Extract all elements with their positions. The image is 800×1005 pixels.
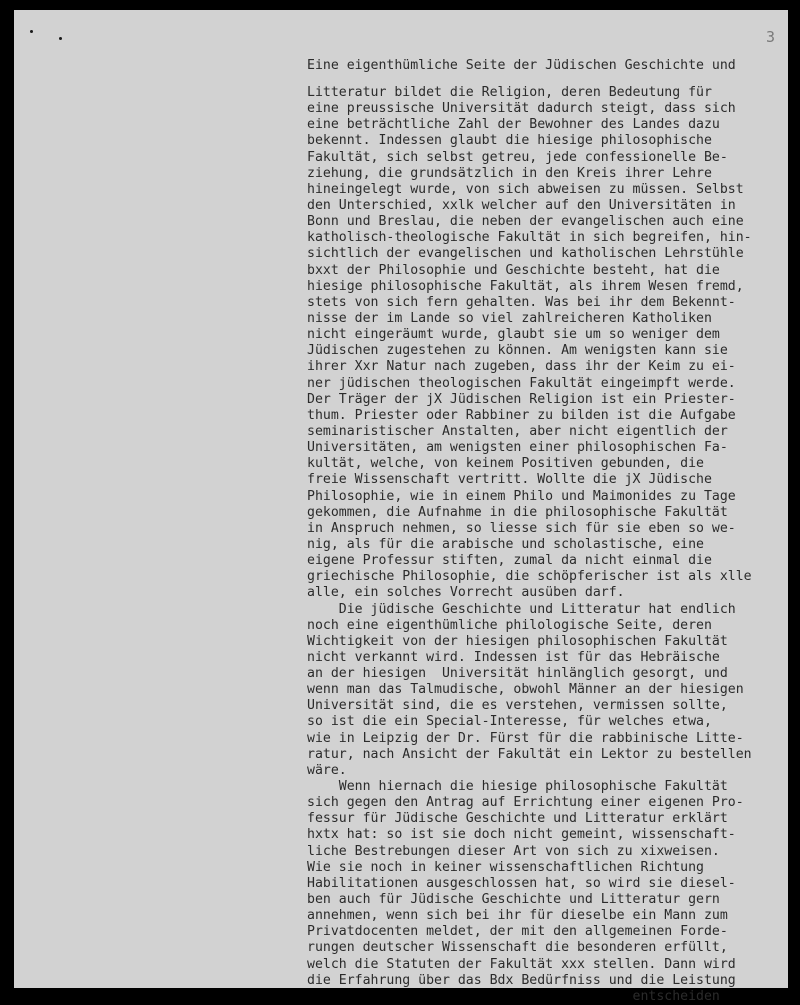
- text-line: freie Wissenschaft vertritt. Wollte die jX Jüdische: [307, 472, 712, 488]
- text-line: sich gegen den Antrag auf Errichtung einer eigenen Pro-: [307, 795, 744, 811]
- text-line: wenn man das Talmudische, obwohl Männer an der hiesigen: [307, 682, 744, 698]
- text-line: eigene Professur stiften, zumal da nicht einmal die: [307, 553, 712, 569]
- text-line: welch die Statuten der Fakultät xxx stellen. Dann wird: [307, 956, 736, 972]
- text-line: alle, ein solches Vorrecht ausüben darf.: [307, 585, 625, 601]
- margin-dot-mark: [59, 37, 62, 40]
- text-line: den Unterschied, xxlk welcher auf den Universitäten in: [307, 197, 736, 213]
- text-line: hineingelegt wurde, von sich abweisen zu müssen. Selbst: [307, 181, 744, 197]
- text-line: Universitäten, am wenigsten einer philosophischen Fa-: [307, 440, 728, 456]
- text-line: fessur für Jüdische Geschichte und Litteratur erklärt: [307, 811, 728, 827]
- text-line: Eine eigenthümliche Seite der Jüdischen Geschichte und: [307, 58, 736, 73]
- text-line: Wenn hiernach die hiesige philosophische Fakultät: [307, 779, 728, 795]
- text-line: Universität sind, die es verstehen, vermissen sollte,: [307, 698, 728, 714]
- text-line: Der Träger der jX Jüdischen Religion ist ein Priester-: [307, 391, 736, 407]
- text-line: sichtlich der evangelischen und katholischen Lehrstühle: [307, 246, 744, 262]
- text-line: nicht eingeräumt wurde, glaubt sie um so weniger dem: [307, 327, 720, 343]
- text-line: an der hiesigen Universität hinlänglich gesorgt, und: [307, 666, 728, 682]
- text-line: nicht verkannt wird. Indessen ist für das Hebräische: [307, 649, 720, 665]
- text-line: eine preussische Universität dadurch steigt, dass sich: [307, 101, 736, 117]
- text-line: liche Bestrebungen dieser Art von sich zu xixweisen.: [307, 843, 720, 859]
- text-line: ner jüdischen theologischen Fakultät eingeimpft werde.: [307, 375, 736, 391]
- text-line: stets von sich fern gehalten. Was bei ihr dem Bekennt-: [307, 294, 736, 310]
- text-line: ratur, nach Ansicht der Fakultät ein Lektor zu bestellen: [307, 746, 752, 762]
- text-line: Wie sie noch in keiner wissenschaftlichen Richtung: [307, 859, 704, 875]
- text-line: Jüdischen zugestehen zu können. Am wenigsten kann sie: [307, 343, 728, 359]
- text-line: ihrer Xxr Natur nach zugeben, dass ihr der Keim zu ei-: [307, 359, 736, 375]
- text-line: eine beträchtliche Zahl der Bewohner des Landes dazu: [307, 117, 720, 133]
- text-line: Habilitationen ausgeschlossen hat, so wird sie diesel-: [307, 875, 736, 891]
- text-line: Privatdocenten meldet, der mit den allgemeinen Forde-: [307, 924, 728, 940]
- text-line: die Erfahrung über das Bdx Bedürfniss und die Leistung: [307, 972, 736, 988]
- text-line: rungen deutscher Wissenschaft die besonderen erfüllt,: [307, 940, 728, 956]
- body-text: [307, 55, 787, 1005]
- text-line: seminaristischer Anstalten, aber nicht eigentlich der: [307, 423, 728, 439]
- text-line: Philosophie, wie in einem Philo und Maimonides zu Tage: [307, 488, 736, 504]
- text-line: nisse der im Lande so viel zahlreicheren Katholiken: [307, 310, 712, 326]
- text-line: gekommen, die Aufnahme in die philosophische Fakultät: [307, 504, 728, 520]
- text-line: kultät, welche, von keinem Positiven gebunden, die: [307, 456, 704, 472]
- text-line: noch eine eigenthümliche philologische Seite, deren: [307, 617, 712, 633]
- text-line: Die jüdische Geschichte und Litteratur hat endlich: [307, 601, 736, 617]
- text-line: bekennt. Indessen glaubt die hiesige philosophische: [307, 133, 712, 149]
- text-line: thum. Priester oder Rabbiner zu bilden ist die Aufgabe: [307, 407, 736, 423]
- text-line: griechische Philosophie, die schöpferischer ist als xlle: [307, 569, 752, 585]
- text-line: in Anspruch nehmen, so liesse sich für sie eben so we-: [307, 520, 736, 536]
- text-line: nig, als für die arabische und scholastische, eine: [307, 536, 704, 552]
- page-number: 3: [766, 28, 776, 46]
- text-line: bxxt der Philosophie und Geschichte besteht, hat die: [307, 262, 720, 278]
- text-line: Litteratur bildet die Religion, deren Bedeutung für: [307, 85, 712, 100]
- text-line: Bonn und Breslau, die neben der evangelischen auch eine: [307, 214, 744, 230]
- text-line: hxtx hat: so ist sie doch nicht gemeint, wissenschaft-: [307, 827, 736, 843]
- text-line: katholisch-theologische Fakultät in sich begreifen, hin-: [307, 230, 752, 246]
- text-line: so ist die ein Special-Interesse, für welches etwa,: [307, 714, 712, 730]
- text-line: entscheiden: [307, 988, 720, 1004]
- typed-page: [14, 10, 788, 1004]
- text-line: ben auch für Jüdische Geschichte und Litteratur gern: [307, 892, 720, 908]
- text-line: wie in Leipzig der Dr. Fürst für die rabbinische Litte-: [307, 730, 744, 746]
- text-line: hiesige philosophische Fakultät, als ihrem Wesen fremd,: [307, 278, 744, 294]
- text-line: annehmen, wenn sich bei ihr für dieselbe ein Mann zum: [307, 908, 728, 924]
- margin-dot-mark: [30, 30, 33, 33]
- text-line: Wichtigkeit von der hiesigen philosophischen Fakultät: [307, 633, 728, 649]
- text-line: wäre.: [307, 762, 347, 778]
- text-line: ziehung, die grundsätzlich in den Kreis ihrer Lehre: [307, 165, 712, 181]
- text-line: Fakultät, sich selbst getreu, jede confessionelle Be-: [307, 149, 728, 165]
